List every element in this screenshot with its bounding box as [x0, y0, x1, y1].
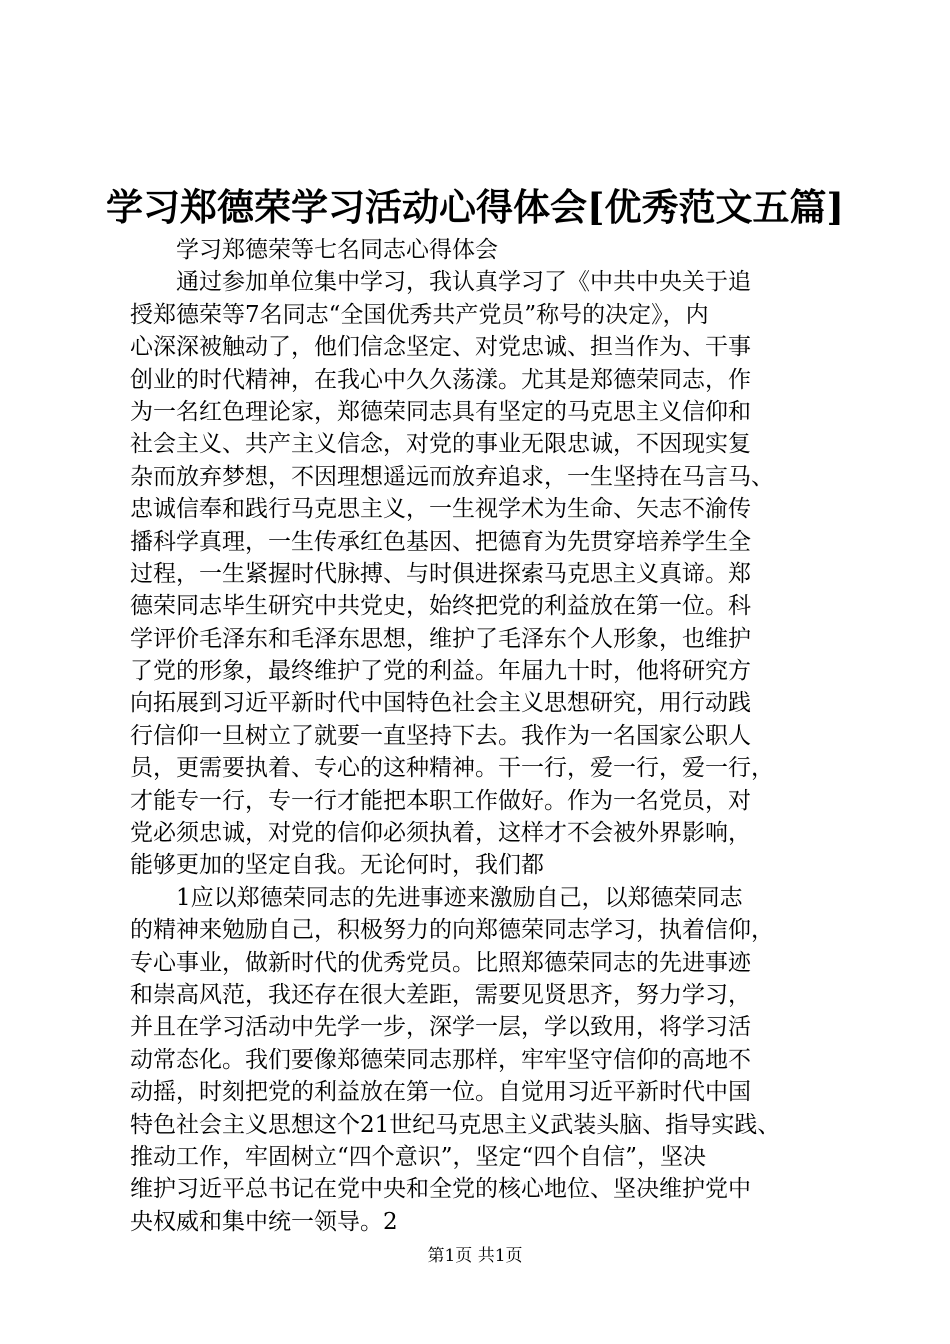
paragraph-line: 德荣同志毕生研究中共党史，始终把党的利益放在第一位。科	[130, 593, 751, 620]
paragraph-line: 的精神来勉励自己，积极努力的向郑德荣同志学习，执着信仰，	[130, 917, 774, 944]
paragraph-line: 维护习近平总书记在党中央和全党的核心地位、坚决维护党中	[130, 1176, 751, 1203]
paragraph-line: 1应以郑德荣同志的先进事迹来激励自己，以郑德荣同志	[176, 884, 743, 911]
paragraph-line: 动摇，时刻把党的利益放在第一位。自觉用习近平新时代中国	[130, 1079, 751, 1106]
paragraph-line: 忠诚信奉和践行马克思主义，一生视学术为生命、矢志不渝传	[130, 496, 751, 523]
paragraph-line: 特色社会主义思想这个21世纪马克思主义武装头脑、指导实践、	[130, 1111, 781, 1138]
paragraph-1	[130, 266, 830, 881]
page-number: 第1页 共1页	[427, 1246, 523, 1266]
paragraph-line: 动常态化。我们要像郑德荣同志那样，牢牢坚守信仰的高地不	[130, 1046, 751, 1073]
paragraph-line: 过程，一生紧握时代脉搏、与时俱进探索马克思主义真谛。郑	[130, 560, 751, 587]
paragraph-line: 推动工作，牢固树立“四个意识”，坚定“四个自信”，坚决	[130, 1143, 707, 1170]
paragraph-line: 向拓展到习近平新时代中国特色社会主义思想研究，用行动践	[130, 690, 751, 717]
document-body	[130, 234, 830, 1238]
paragraph-line: 能够更加的坚定自我。无论何时，我们都	[130, 852, 544, 879]
paragraph-line: 才能专一行，专一行才能把本职工作做好。作为一名党员，对	[130, 787, 751, 814]
paragraph-line: 社会主义、共产主义信念，对党的事业无限忠诚，不因现实复	[130, 431, 751, 458]
paragraph-line: 员，更需要执着、专心的这种精神。干一行，爱一行，爱一行，	[130, 755, 774, 782]
paragraph-line: 了党的形象，最终维护了党的利益。年届九十时，他将研究方	[130, 658, 751, 685]
paragraph-line: 央权威和集中统一领导。2	[130, 1208, 398, 1235]
paragraph-line: 党必须忠诚，对党的信仰必须执着，这样才不会被外界影响，	[130, 820, 751, 847]
paragraph-line: 授郑德荣等7名同志“全国优秀共产党员”称号的决定》，内	[130, 301, 709, 328]
paragraph-line: 并且在学习活动中先学一步，深学一层，学以致用，将学习活	[130, 1014, 751, 1041]
document-title: 学习郑德荣学习活动心得体会[优秀范文五篇]	[105, 185, 844, 229]
paragraph-2	[130, 882, 830, 1238]
paragraph-line: 和崇高风范，我还存在很大差距，需要见贤思齐，努力学习，	[130, 981, 751, 1008]
paragraph-line: 学评价毛泽东和毛泽东思想，维护了毛泽东个人形象，也维护	[130, 625, 751, 652]
paragraph-line: 播科学真理，一生传承红色基因、把德育为先贯穿培养学生全	[130, 528, 751, 555]
paragraph-line: 创业的时代精神，在我心中久久荡漾。尤其是郑德荣同志，作	[130, 366, 751, 393]
paragraph-line: 专心事业，做新时代的优秀党员。比照郑德荣同志的先进事迹	[130, 949, 751, 976]
paragraph-line: 杂而放弃梦想，不因理想遥远而放弃追求，一生坚持在马言马、	[130, 463, 774, 490]
paragraph-line: 为一名红色理论家，郑德荣同志具有坚定的马克思主义信仰和	[130, 398, 751, 425]
paragraph-line: 心深深被触动了，他们信念坚定、对党忠诚、担当作为、干事	[130, 334, 751, 361]
subtitle: 学习郑德荣等七名同志心得体会	[176, 237, 498, 263]
paragraph-line: 行信仰一旦树立了就要一直坚持下去。我作为一名国家公职人	[130, 722, 751, 749]
paragraph-line: 通过参加单位集中学习，我认真学习了《中共中央关于追	[176, 269, 751, 296]
